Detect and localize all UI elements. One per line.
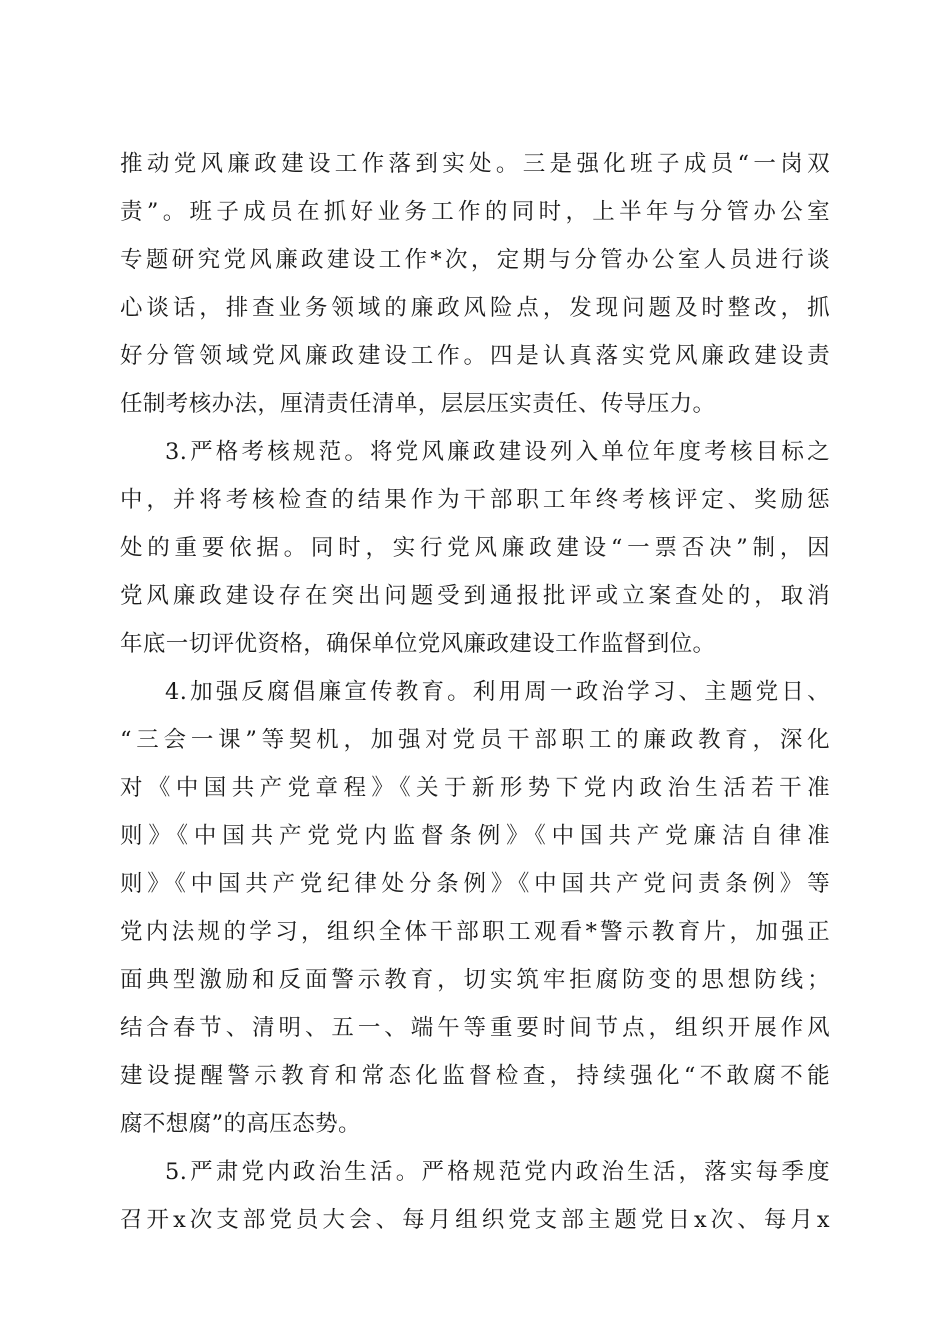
text-line: 任制考核办法，厘清责任清单，层层压实责任、传导压力。 bbox=[120, 391, 716, 417]
text-line: 则》《中国共产党党内监督条例》《中国共产党廉洁自律准 bbox=[120, 823, 830, 849]
document-body bbox=[120, 140, 830, 1244]
text-line: “三会一课”等契机，加强对党员干部职工的廉政教育，深化 bbox=[120, 727, 830, 753]
text-line: 对《中国共产党章程》《关于新形势下党内政治生活若干准 bbox=[120, 775, 830, 801]
text-line: 处的重要依据。同时，实行党风廉政建设“一票否决”制，因 bbox=[120, 535, 830, 561]
text-line: 责”。班子成员在抓好业务工作的同时，上半年与分管办公室 bbox=[120, 199, 830, 225]
text-line: 4.加强反腐倡廉宣传教育。利用周一政治学习、主题党日、 bbox=[165, 679, 830, 705]
text-line: 党风廉政建设存在突出问题受到通报批评或立案查处的，取消 bbox=[120, 583, 830, 609]
paragraph-4 bbox=[120, 668, 830, 1148]
paragraph-5 bbox=[120, 1148, 830, 1244]
text-line: 好分管领域党风廉政建设工作。四是认真落实党风廉政建设责 bbox=[120, 343, 830, 369]
text-line: 召开x次支部党员大会、每月组织党支部主题党日x次、每月x bbox=[120, 1207, 830, 1233]
text-line: 结合春节、清明、五一、端午等重要时间节点，组织开展作风 bbox=[120, 1015, 830, 1041]
text-line: 面典型激励和反面警示教育，切实筑牢拒腐防变的思想防线； bbox=[120, 967, 830, 993]
text-line: 中，并将考核检查的结果作为干部职工年终考核评定、奖励惩 bbox=[120, 487, 830, 513]
paragraph-continued bbox=[120, 140, 830, 428]
text-line: 心谈话，排查业务领域的廉政风险点，发现问题及时整改，抓 bbox=[120, 295, 830, 321]
text-line: 腐不想腐”的高压态势。 bbox=[120, 1111, 361, 1137]
text-line: 党内法规的学习，组织全体干部职工观看*警示教育片，加强正 bbox=[120, 919, 830, 945]
text-line: 推动党风廉政建设工作落到实处。三是强化班子成员“一岗双 bbox=[120, 151, 830, 177]
text-line: 建设提醒警示教育和常态化监督检查，持续强化“不敢腐不能 bbox=[120, 1063, 830, 1089]
text-line: 则》《中国共产党纪律处分条例》《中国共产党问责条例》等 bbox=[120, 871, 830, 897]
paragraph-3 bbox=[120, 428, 830, 668]
text-line: 年底一切评优资格，确保单位党风廉政建设工作监督到位。 bbox=[120, 631, 716, 657]
text-line: 5.严肃党内政治生活。严格规范党内政治生活，落实每季度 bbox=[165, 1159, 830, 1185]
text-line: 3.严格考核规范。将党风廉政建设列入单位年度考核目标之 bbox=[165, 439, 830, 465]
text-line: 专题研究党风廉政建设工作*次，定期与分管办公室人员进行谈 bbox=[120, 247, 830, 273]
